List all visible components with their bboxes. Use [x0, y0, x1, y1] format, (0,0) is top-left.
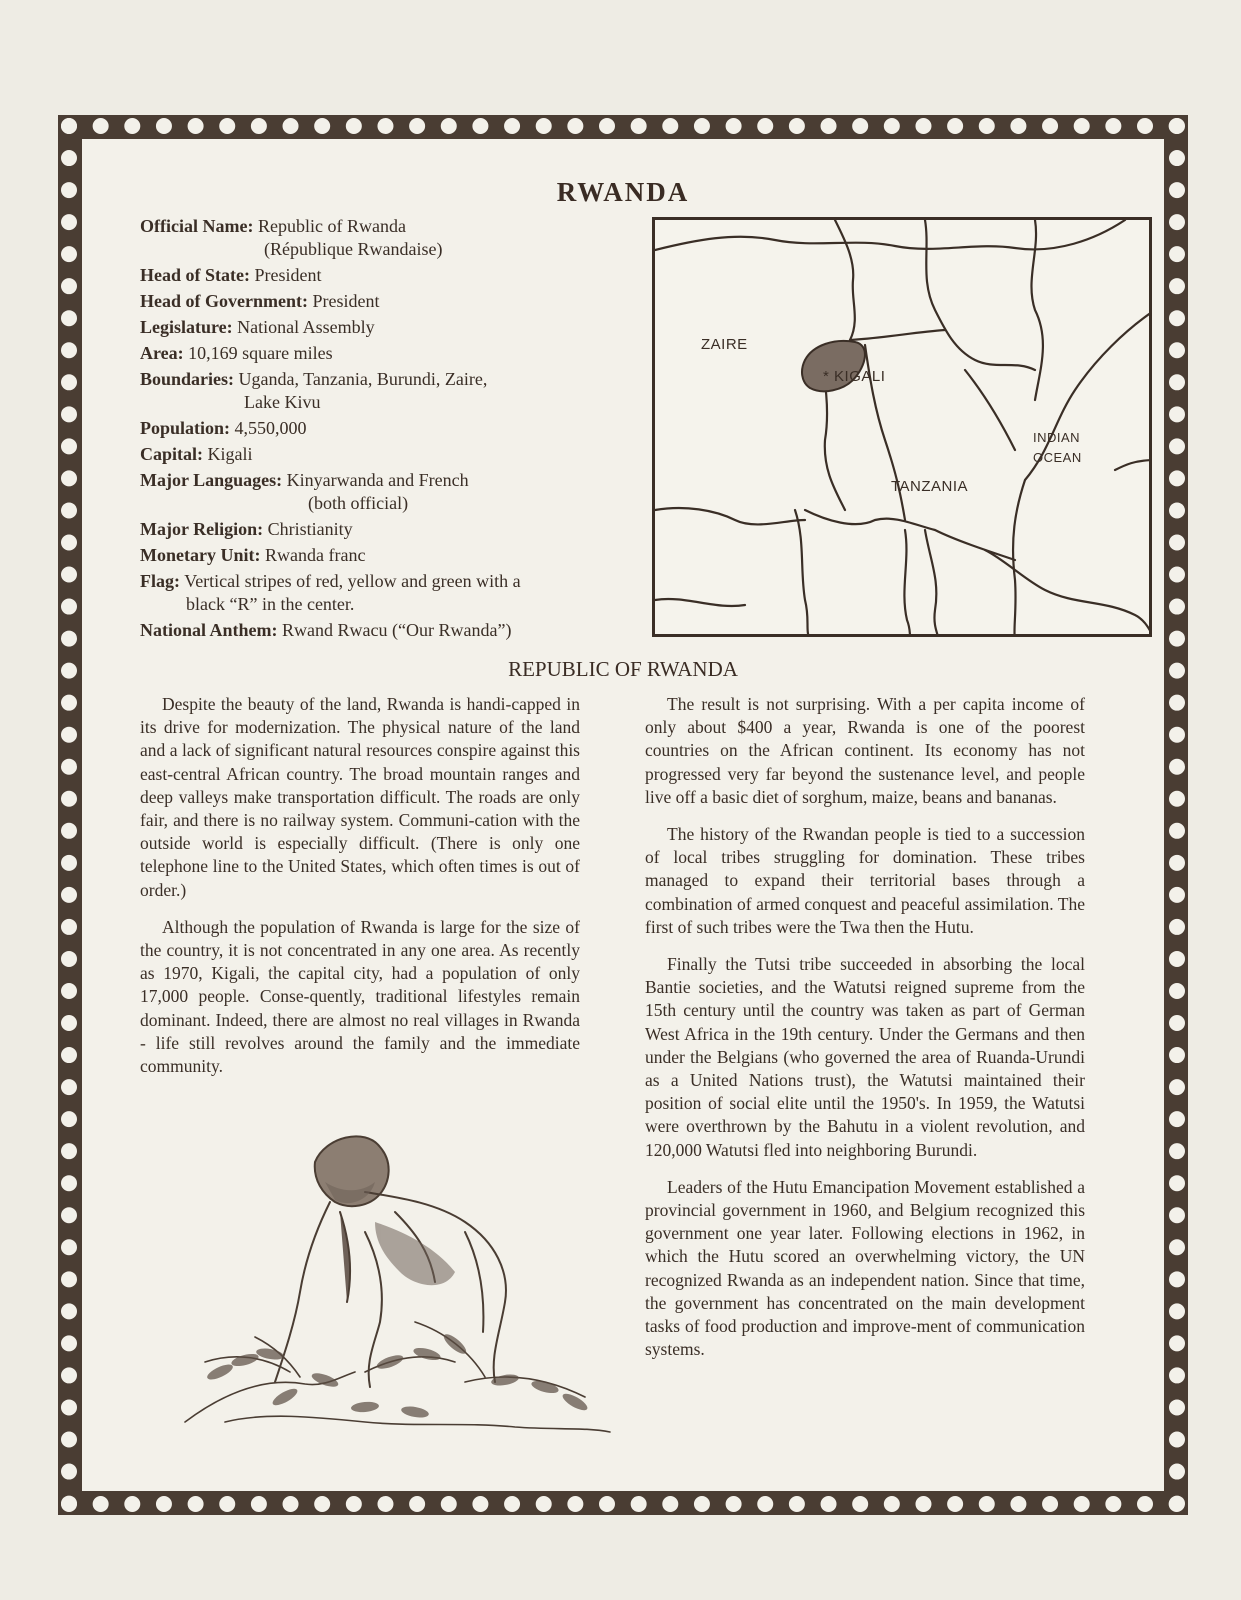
fact-value: Rwand Rwacu (“Our Rwanda”): [282, 620, 512, 640]
page-frame: [58, 115, 1188, 1515]
fact-value-continued: Lake Kivu: [244, 392, 321, 412]
map-label-zaire: ZAIRE: [701, 336, 748, 353]
fact-label: Monetary Unit:: [140, 545, 261, 565]
paragraph: Despite the beauty of the land, Rwanda is handi-capped in its drive for modernization. The physical nature of the land and a lack of significant natural resources conspire against this east-central African country. The broad mountain ranges and deep valleys make transportation difficult. The roads are only fair, and there is no railway system. Communi-cation with the outside world is especially difficult. (There is only one telephone line to the United States, which often times is out of order.): [140, 694, 580, 900]
fact-value-continued: (both official): [308, 493, 409, 513]
fact-row: [140, 417, 610, 440]
kigali-label-text: KIGALI: [834, 368, 886, 385]
fact-value: President: [312, 291, 380, 311]
gorilla-illustration: [165, 1122, 625, 1452]
fact-label: Boundaries:: [140, 369, 235, 389]
fact-label: Head of State:: [140, 265, 250, 285]
fact-value: President: [254, 265, 322, 285]
left-column: [140, 693, 580, 1092]
map: [652, 217, 1152, 637]
paragraph: The history of the Rwandan people is tied to a succession of local tribes struggling for domination. These tribes managed to expand their territorial bases through a combination of armed conquest and peaceful assimilation. The first of such tribes were the Twa then the Hutu.: [645, 824, 1085, 937]
fact-row: [140, 264, 610, 287]
fact-row: [140, 342, 610, 365]
fact-value: Uganda, Tanzania, Burundi, Zaire,: [238, 369, 488, 389]
fact-row: [140, 316, 610, 339]
fact-label: Major Religion:: [140, 519, 264, 539]
fact-value: 4,550,000: [234, 418, 307, 438]
paragraph: Although the population of Rwanda is large for the size of the country, it is not concentrated in any one area. As recently as 1970, Kigali, the capital city, had a population of only 17,000 people. Conse-quently, traditional lifestyles remain dominant. Indeed, there are almost no real villages in Rwanda - life still revolves around the family and the immediate community.: [140, 916, 580, 1077]
fact-row: [140, 290, 610, 313]
fact-value: Christianity: [267, 519, 353, 539]
right-column: [645, 693, 1085, 1375]
paragraph: Finally the Tutsi tribe succeeded in absorbing the local Bantie societies, and the Watutsi reigned supreme from the 15th century until the country was taken as part of German West Africa in the 19th century. Under the Germans and then under the Belgians (who governed the area of Ruanda-Urundi as a United Nations trust), the Watutsi maintained their position of social elite until the 1950's. In 1959, the Watutsi were overthrown by the Bahutu in a violent revolution, and 120,000 Watutsi fled into neighboring Burundi.: [645, 954, 1085, 1160]
fact-row: [140, 570, 610, 616]
paragraph: The result is not surprising. With a per capita income of only about $400 a year, Rwanda is one of the poorest countries on the African continent. Its economy has not progressed very far beyond the sustenance level, and people live off a basic diet of sorghum, maize, beans and bananas.: [645, 694, 1085, 807]
map-borders: [655, 220, 1152, 637]
fact-row: [140, 518, 610, 541]
fact-row: [140, 619, 610, 642]
fact-row: [140, 544, 610, 567]
fact-label: Capital:: [140, 444, 203, 464]
fact-value: 10,169 square miles: [188, 343, 333, 363]
map-label-kigali: * KIGALI: [823, 368, 886, 385]
section-heading: REPUBLIC OF RWANDA: [508, 657, 738, 681]
fact-label: Official Name:: [140, 216, 254, 236]
fact-value: Vertical stripes of red, yellow and green with a: [184, 571, 521, 591]
fact-label: Head of Government:: [140, 291, 308, 311]
fact-row: [140, 443, 610, 466]
fact-label: Population:: [140, 418, 231, 438]
fact-label: Major Languages:: [140, 470, 283, 490]
fact-label: Flag:: [140, 571, 180, 591]
fact-value: Kinyarwanda and French: [286, 470, 469, 490]
fact-label: National Anthem:: [140, 620, 278, 640]
fact-sheet: [140, 215, 610, 645]
fact-value: Kigali: [207, 444, 253, 464]
fact-label: Area:: [140, 343, 184, 363]
fact-value: National Assembly: [237, 317, 375, 337]
fact-value: Rwanda franc: [264, 545, 366, 565]
fact-value-continued: (République Rwandaise): [264, 239, 443, 259]
fact-row: [140, 368, 610, 414]
fact-row: [140, 469, 610, 515]
fact-value: Republic of Rwanda: [257, 216, 406, 236]
fact-value-continued: black “R” in the center.: [186, 594, 355, 614]
map-label-ocean: OCEAN: [1033, 450, 1082, 465]
map-label-tanzania: TANZANIA: [891, 478, 969, 495]
fact-row: [140, 215, 610, 261]
fact-label: Legislature:: [140, 317, 233, 337]
page-title: RWANDA: [556, 177, 690, 207]
map-label-indian: INDIAN: [1033, 430, 1081, 445]
paragraph: Leaders of the Hutu Emancipation Movement established a provincial government in 1960, and Belgium recognized this government one year later. Following elections in 1962, in which the Hutu scored an overwhelming victory, the UN recognized Rwanda as an independent nation. Since that time, the government has concentrated on the main development tasks of food production and improve-ment of communication systems.: [645, 1176, 1085, 1360]
